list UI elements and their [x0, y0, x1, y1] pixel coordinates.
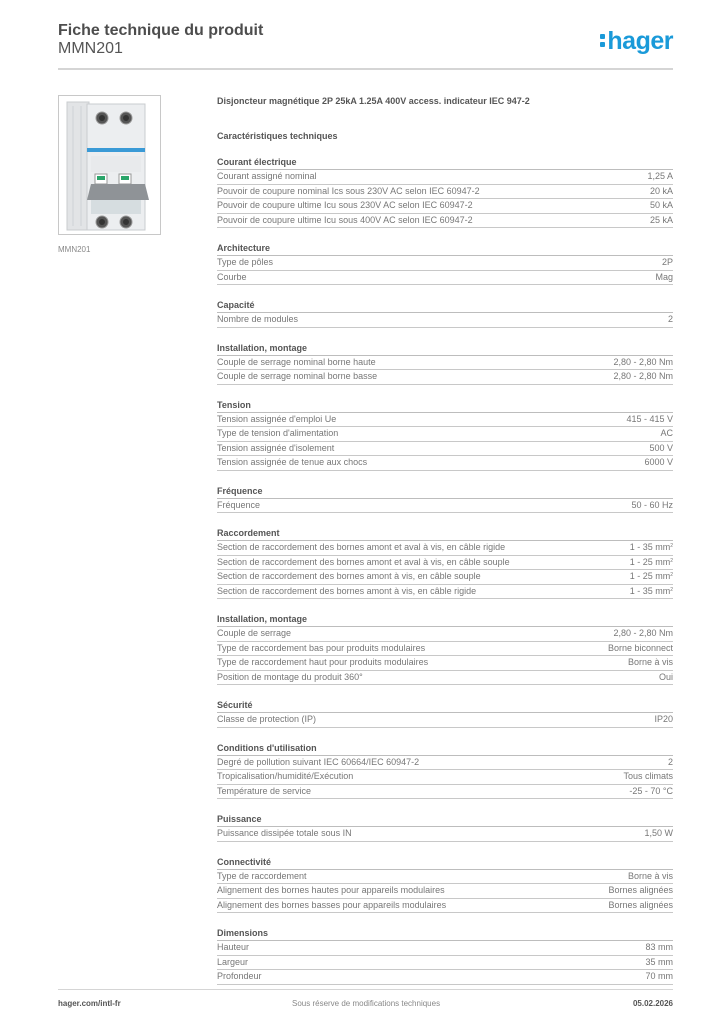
spec-value-text: 1,50 W	[644, 828, 673, 838]
spec-label: Pouvoir de coupure ultime Icu sous 230V AC selon IEC 60947-2	[217, 200, 473, 210]
spec-label: Fréquence	[217, 499, 261, 510]
spec-row	[217, 256, 673, 271]
spec-value	[659, 671, 673, 685]
spec-label: Profondeur	[217, 971, 262, 981]
spec-value	[645, 970, 673, 984]
spec-label: Courant assigné nominal	[217, 171, 317, 181]
section-title: Fréquence	[217, 486, 673, 499]
page-header	[58, 22, 673, 70]
spec-section	[217, 300, 673, 328]
spec-label: Type de raccordement bas pour produits modulaires	[217, 642, 426, 653]
spec-value-text: -25 - 70 °C	[629, 785, 673, 796]
spec-value	[630, 585, 673, 599]
spec-row	[217, 756, 673, 771]
spec-section	[217, 857, 673, 914]
spec-value-text: 415 - 415 V	[626, 413, 673, 424]
spec-content	[217, 95, 673, 985]
product-image	[58, 95, 161, 235]
spec-label: Pouvoir de coupure nominal Ics sous 230V AC selon IEC 60947-2	[217, 185, 480, 196]
spec-value-text: AC	[660, 428, 673, 438]
spec-value-text: 70 mm	[645, 971, 673, 981]
spec-value-text: 2	[667, 314, 673, 324]
spec-row	[217, 413, 673, 428]
spec-label: Tension assignée d'isolement	[217, 442, 335, 453]
spec-row	[217, 827, 673, 842]
spec-label: Couple de serrage	[217, 628, 292, 638]
spec-value	[644, 456, 673, 470]
logo-colon-icon	[600, 31, 605, 50]
spec-row	[217, 313, 673, 328]
spec-value	[631, 499, 673, 513]
spec-label: Alignement des bornes basses pour appareils modulaires	[217, 899, 447, 910]
section-title: Dimensions	[217, 928, 673, 941]
spec-label: Section de raccordement des bornes amont et aval à vis, en câble rigide	[217, 542, 506, 552]
page-title: Fiche technique du produit	[58, 22, 264, 39]
spec-value	[628, 870, 673, 884]
spec-value	[644, 827, 673, 841]
spec-label: Puissance dissipée totale sous IN	[217, 828, 352, 838]
spec-row	[217, 941, 673, 956]
spec-row	[217, 427, 673, 442]
footer-divider	[58, 989, 673, 990]
spec-label: Couple de serrage nominal borne haute	[217, 356, 376, 367]
spec-label: Type de tension d'alimentation	[217, 428, 339, 438]
spec-row	[217, 770, 673, 785]
spec-value	[626, 413, 673, 427]
spec-value	[613, 356, 673, 370]
spec-value-text: IP20	[654, 714, 673, 724]
spec-section	[217, 928, 673, 985]
spec-label: Classe de protection (IP)	[217, 714, 317, 724]
spec-row	[217, 185, 673, 200]
spec-label: Nombre de modules	[217, 314, 299, 324]
unit-superscript: 2	[670, 572, 673, 578]
spec-row	[217, 899, 673, 914]
spec-row	[217, 627, 673, 642]
spec-value	[630, 541, 673, 555]
spec-label: Type de raccordement haut pour produits modulaires	[217, 657, 429, 667]
spec-label: Température de service	[217, 785, 312, 796]
spec-value-text: 2	[667, 756, 673, 767]
section-title: Installation, montage	[217, 614, 673, 627]
image-caption: MMN201	[58, 245, 91, 254]
spec-value-text: 50 - 60 Hz	[631, 499, 673, 510]
spec-label: Type de raccordement	[217, 870, 307, 881]
spec-label: Section de raccordement des bornes amont à vis, en câble rigide	[217, 585, 477, 596]
spec-label: Alignement des bornes hautes pour appareils modulaires	[217, 885, 445, 895]
spec-section	[217, 743, 673, 800]
spec-row	[217, 671, 673, 686]
section-title: Raccordement	[217, 528, 673, 541]
spec-section	[217, 814, 673, 842]
spec-row	[217, 356, 673, 371]
spec-value	[650, 199, 673, 213]
spec-row	[217, 785, 673, 800]
spec-section	[217, 343, 673, 385]
spec-row	[217, 214, 673, 229]
spec-value-text: 2,80 - 2,80 Nm	[613, 628, 673, 638]
spec-label: Tension assignée d'emploi Ue	[217, 413, 337, 424]
circuit-breaker-image-icon	[59, 96, 161, 235]
spec-value	[623, 770, 673, 784]
spec-value-text: 2,80 - 2,80 Nm	[613, 371, 673, 381]
spec-row	[217, 970, 673, 985]
spec-value-text: 2P	[661, 257, 673, 267]
section-title: Installation, montage	[217, 343, 673, 356]
spec-row	[217, 884, 673, 899]
footer-notice: Sous réserve de modifications techniques	[292, 999, 441, 1008]
spec-label: Tension assignée de tenue aux chocs	[217, 457, 368, 467]
spec-value-text: 1 - 25 mm	[629, 556, 671, 567]
section-title: Courant électrique	[217, 157, 673, 170]
product-reference: MMN201	[58, 40, 123, 57]
spec-value-text: 20 kA	[649, 185, 673, 196]
spec-label: Hauteur	[217, 942, 250, 952]
spec-value	[630, 570, 673, 584]
spec-value	[668, 313, 673, 327]
spec-sections	[217, 157, 673, 985]
spec-row	[217, 870, 673, 885]
header-divider	[58, 68, 673, 70]
spec-label: Section de raccordement des bornes amont à vis, en câble souple	[217, 571, 481, 581]
footer-url[interactable]: hager.com/intl-fr	[58, 999, 121, 1008]
spec-label: Courbe	[217, 271, 247, 282]
unit-superscript: 2	[670, 586, 673, 593]
spec-label: Section de raccordement des bornes amont et aval à vis, en câble souple	[217, 556, 510, 567]
spec-section	[217, 700, 673, 728]
spec-value-text: Tous climats	[623, 771, 673, 781]
spec-value	[650, 214, 673, 228]
spec-value-text: 1,25 A	[647, 171, 673, 181]
spec-row	[217, 442, 673, 457]
spec-value-text: Borne à vis	[627, 870, 673, 881]
page-footer	[58, 999, 673, 1008]
spec-section	[217, 243, 673, 285]
spec-value-text: 50 kA	[649, 200, 673, 210]
hager-logo	[600, 27, 673, 56]
section-title: Puissance	[217, 814, 673, 827]
spec-section	[217, 157, 673, 228]
section-title: Connectivité	[217, 857, 673, 870]
spec-value	[628, 656, 673, 670]
spec-section	[217, 528, 673, 599]
spec-value	[645, 956, 673, 970]
spec-value-text: Oui	[658, 671, 673, 682]
section-title: Capacité	[217, 300, 673, 313]
spec-row	[217, 713, 673, 728]
spec-label: Pouvoir de coupure ultime Icu sous 400V AC selon IEC 60947-2	[217, 214, 473, 225]
spec-value	[613, 370, 673, 384]
spec-value	[608, 884, 673, 898]
spec-row	[217, 499, 673, 514]
spec-row	[217, 585, 673, 600]
spec-label: Tropicalisation/humidité/Exécution	[217, 771, 354, 781]
spec-value	[649, 442, 673, 456]
spec-value	[650, 185, 673, 199]
spec-label: Type de pôles	[217, 257, 274, 267]
spec-value-text: 2,80 - 2,80 Nm	[613, 356, 673, 367]
tech-characteristics-title: Caractéristiques techniques	[217, 131, 338, 141]
spec-value-text: 35 mm	[645, 956, 673, 967]
spec-section	[217, 400, 673, 471]
footer-date: 05.02.2026	[632, 999, 673, 1008]
section-title: Tension	[217, 400, 673, 413]
spec-value	[608, 642, 673, 656]
logo-text: hager	[607, 27, 673, 55]
spec-value-text: 25 kA	[649, 214, 673, 225]
section-title: Conditions d'utilisation	[217, 743, 673, 756]
spec-value-text: Mag	[655, 271, 673, 282]
spec-row	[217, 642, 673, 657]
spec-value	[662, 256, 673, 270]
spec-section	[217, 486, 673, 514]
unit-superscript: 2	[670, 557, 673, 564]
spec-value-text: Bornes alignées	[608, 885, 673, 895]
spec-value	[613, 627, 673, 641]
spec-value-text: 83 mm	[645, 942, 673, 952]
spec-section	[217, 614, 673, 685]
spec-row	[217, 570, 673, 585]
section-title: Sécurité	[217, 700, 673, 713]
unit-superscript: 2	[670, 543, 673, 549]
spec-value	[668, 756, 673, 770]
spec-row	[217, 370, 673, 385]
spec-value-text: Borne à vis	[627, 657, 673, 667]
spec-value	[654, 713, 673, 727]
spec-row	[217, 556, 673, 571]
spec-value	[629, 785, 673, 799]
spec-label: Position de montage du produit 360°	[217, 671, 363, 682]
spec-row	[217, 170, 673, 185]
spec-value	[630, 556, 673, 570]
spec-value-text: 6000 V	[644, 457, 673, 467]
spec-value-text: 1 - 25 mm	[629, 571, 671, 581]
spec-value	[660, 427, 673, 441]
spec-value	[647, 170, 673, 184]
spec-row	[217, 271, 673, 286]
spec-label: Degré de pollution suivant IEC 60664/IEC 60947-2	[217, 756, 420, 767]
spec-row	[217, 541, 673, 556]
spec-row	[217, 456, 673, 471]
spec-label: Couple de serrage nominal borne basse	[217, 371, 378, 381]
spec-value	[655, 271, 673, 285]
section-title: Architecture	[217, 243, 673, 256]
spec-value-text: 1 - 35 mm	[629, 585, 671, 596]
spec-value-text: Borne biconnect	[607, 642, 673, 653]
spec-value	[645, 941, 673, 955]
spec-value	[608, 899, 673, 913]
spec-value-text: 1 - 35 mm	[629, 542, 671, 552]
spec-row	[217, 656, 673, 671]
product-description: Disjoncteur magnétique 2P 25kA 1.25A 400V access. indicateur IEC 947-2	[217, 96, 530, 106]
spec-value-text: 500 V	[649, 442, 673, 453]
spec-label: Largeur	[217, 956, 249, 967]
spec-value-text: Bornes alignées	[608, 899, 673, 910]
spec-row	[217, 956, 673, 971]
spec-row	[217, 199, 673, 214]
